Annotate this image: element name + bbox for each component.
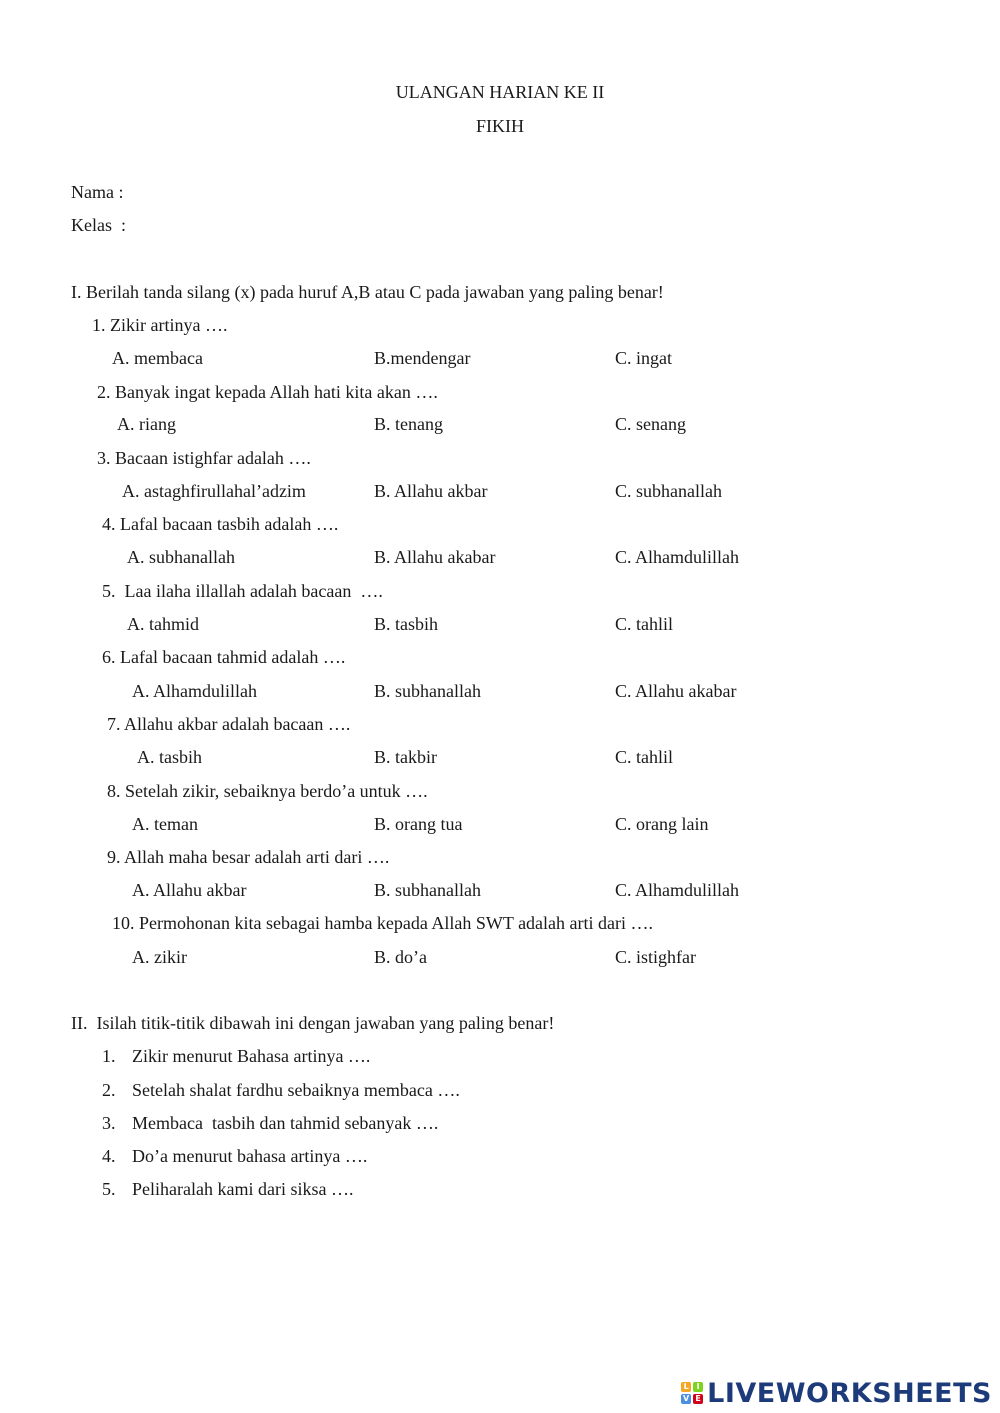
worksheet-title: ULANGAN HARIAN KE II	[395, 82, 605, 102]
logo-badge-letter: E	[693, 1394, 703, 1404]
option-b: B. subhanallah	[374, 681, 481, 701]
option-b: B.mendengar	[374, 348, 471, 368]
item-number: 1.	[102, 1046, 116, 1066]
option-c: C. senang	[615, 414, 686, 434]
option-c: C. tahlil	[615, 747, 673, 767]
option-a: A. tasbih	[137, 747, 202, 767]
item-number: 2.	[102, 1080, 116, 1100]
question-text: 2. Banyak ingat kepada Allah hati kita akan ….	[97, 382, 438, 402]
option-c: C. tahlil	[615, 614, 673, 634]
fill-in-item: Do’a menurut bahasa artinya ….	[132, 1146, 368, 1166]
fill-in-item: Zikir menurut Bahasa artinya ….	[132, 1046, 371, 1066]
option-a: A. subhanallah	[127, 547, 235, 567]
item-number: 5.	[102, 1179, 116, 1199]
logo-wordmark: LIVEWORKSHEETS	[707, 1377, 992, 1409]
option-a: A. Allahu akbar	[132, 880, 247, 900]
option-a: A. tahmid	[127, 614, 199, 634]
logo-badge-letter: I	[693, 1382, 703, 1392]
option-a: A. teman	[132, 814, 198, 834]
fill-in-item: Setelah shalat fardhu sebaiknya membaca ….	[132, 1080, 460, 1100]
question-text: 7. Allahu akbar adalah bacaan ….	[107, 714, 351, 734]
option-b: B. takbir	[374, 747, 437, 767]
fill-in-item: Peliharalah kami dari siksa ….	[132, 1179, 354, 1199]
option-a: A. astaghfirullahal’adzim	[122, 481, 306, 501]
option-a: A. riang	[117, 414, 176, 434]
question-text: 10. Permohonan kita sebagai hamba kepada Allah SWT adalah arti dari ….	[112, 913, 654, 933]
question-text: 6. Lafal bacaan tahmid adalah ….	[102, 647, 346, 667]
liveworksheets-logo	[681, 1376, 992, 1410]
option-c: C. Allahu akabar	[615, 681, 737, 701]
option-a: A. zikir	[132, 947, 187, 967]
option-c: C. subhanallah	[615, 481, 722, 501]
option-c: C. orang lain	[615, 814, 709, 834]
section-2-instruction: II. Isilah titik-titik dibawah ini dengan jawaban yang paling benar!	[71, 1013, 555, 1033]
option-b: B. Allahu akbar	[374, 481, 488, 501]
option-c: C. ingat	[615, 348, 672, 368]
item-number: 3.	[102, 1113, 116, 1133]
option-a: A. membaca	[112, 348, 203, 368]
option-b: B. tasbih	[374, 614, 439, 634]
option-a: A. Alhamdulillah	[132, 681, 257, 701]
question-text: 1. Zikir artinya ….	[92, 315, 228, 335]
subject-title: FIKIH	[476, 116, 524, 136]
class-label: Kelas :	[71, 215, 126, 235]
option-b: B. subhanallah	[374, 880, 481, 900]
name-label: Nama :	[71, 182, 124, 202]
option-c: C. Alhamdulillah	[615, 547, 739, 567]
option-c: C. Alhamdulillah	[615, 880, 739, 900]
option-b: B. do’a	[374, 947, 427, 967]
option-b: B. orang tua	[374, 814, 463, 834]
logo-badge-letter: V	[683, 1394, 690, 1403]
logo-badge-letter: L	[681, 1382, 691, 1392]
section-1-instruction: I. Berilah tanda silang (x) pada huruf A,B atau C pada jawaban yang paling benar!	[71, 282, 664, 302]
fill-in-item: Membaca tasbih dan tahmid sebanyak ….	[132, 1113, 439, 1133]
question-text: 4. Lafal bacaan tasbih adalah ….	[102, 514, 339, 534]
question-text: 5. Laa ilaha illallah adalah bacaan ….	[102, 581, 383, 601]
option-b: B. tenang	[374, 414, 443, 434]
option-c: C. istighfar	[615, 947, 696, 967]
option-b: B. Allahu akabar	[374, 547, 496, 567]
item-number: 4.	[102, 1146, 116, 1166]
question-text: 3. Bacaan istighfar adalah ….	[97, 448, 311, 468]
question-text: 9. Allah maha besar adalah arti dari ….	[107, 847, 390, 867]
logo-badge-icon	[681, 1382, 703, 1404]
question-text: 8. Setelah zikir, sebaiknya berdo’a untuk ….	[107, 781, 428, 801]
